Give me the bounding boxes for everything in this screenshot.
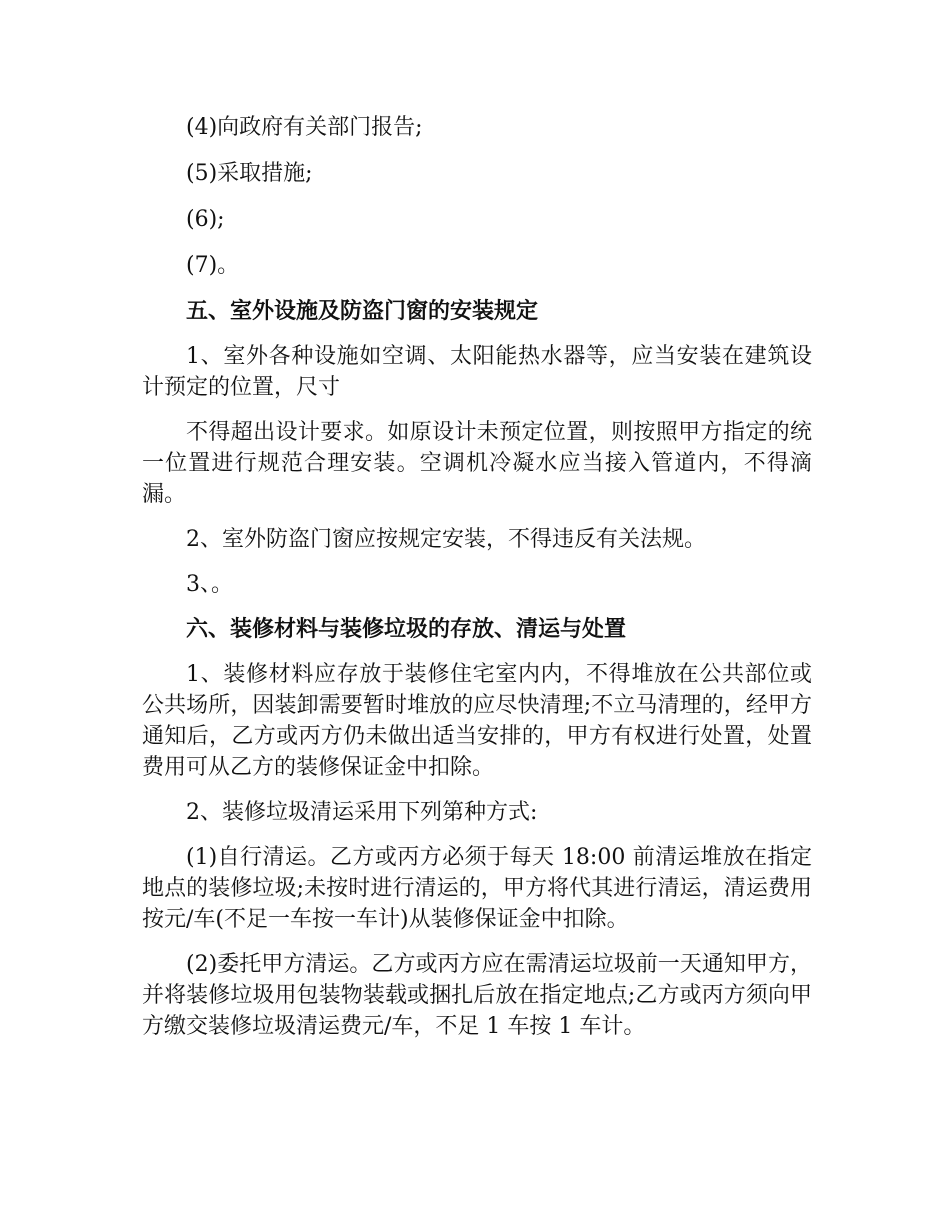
paragraph-security-windows: 2、室外防盗门窗应按规定安装，不得违反有关法规。 <box>186 527 706 552</box>
paragraph-material-storage: 1、装修材料应存放于装修住宅室内内，不得堆放在公共部位或公共场所，因装卸需要暂时堆放的应尽快清理;不立马清理的，经甲方通知后，乙方或丙方仍未做出适当安排的，甲方有权进行处置，处置费用可从乙方的装修保证金中扣除。 <box>142 662 812 780</box>
paragraph-item-7: (7)。 <box>186 253 240 278</box>
paragraph-self-cleanup: (1)自行清运。乙方或丙方必须于每天 18:00 前清运堆放在指定地点的装修垃圾;未按时进行清运的，甲方将代其进行清运，清运费用按元/车(不足一车按一车计)从装修保证金中扣除。 <box>142 845 812 932</box>
paragraph-item-6: (6); <box>186 207 225 232</box>
paragraph-item-3: 3、。 <box>186 572 233 597</box>
document-body <box>142 112 812 1056</box>
section-heading-6: 六、装修材料与装修垃圾的存放、清运与处置 <box>186 617 627 642</box>
section-heading-5: 五、室外设施及防盗门窗的安装规定 <box>186 299 539 324</box>
paragraph-waste-methods: 2、装修垃圾清运采用下列第种方式: <box>186 800 538 825</box>
paragraph-installation-requirements: 不得超出设计要求。如原设计未预定位置，则按照甲方指定的统一位置进行规范合理安装。空调机冷凝水应当接入管道内，不得滴漏。 <box>142 420 812 507</box>
paragraph-outdoor-facilities: 1、室外各种设施如空调、太阳能热水器等，应当安装在建筑设计预定的位置，尺寸 <box>142 344 812 400</box>
paragraph-item-5: (5)采取措施; <box>186 161 313 186</box>
paragraph-item-4: (4)向政府有关部门报告; <box>186 115 423 140</box>
paragraph-entrusted-cleanup: (2)委托甲方清运。乙方或丙方应在需清运垃圾前一天通知甲方，并将装修垃圾用包装物装载或捆扎后放在指定地点;乙方或丙方须向甲方缴交装修垃圾清运费元/车，不足 1 车按 1 车计。 <box>142 952 812 1039</box>
